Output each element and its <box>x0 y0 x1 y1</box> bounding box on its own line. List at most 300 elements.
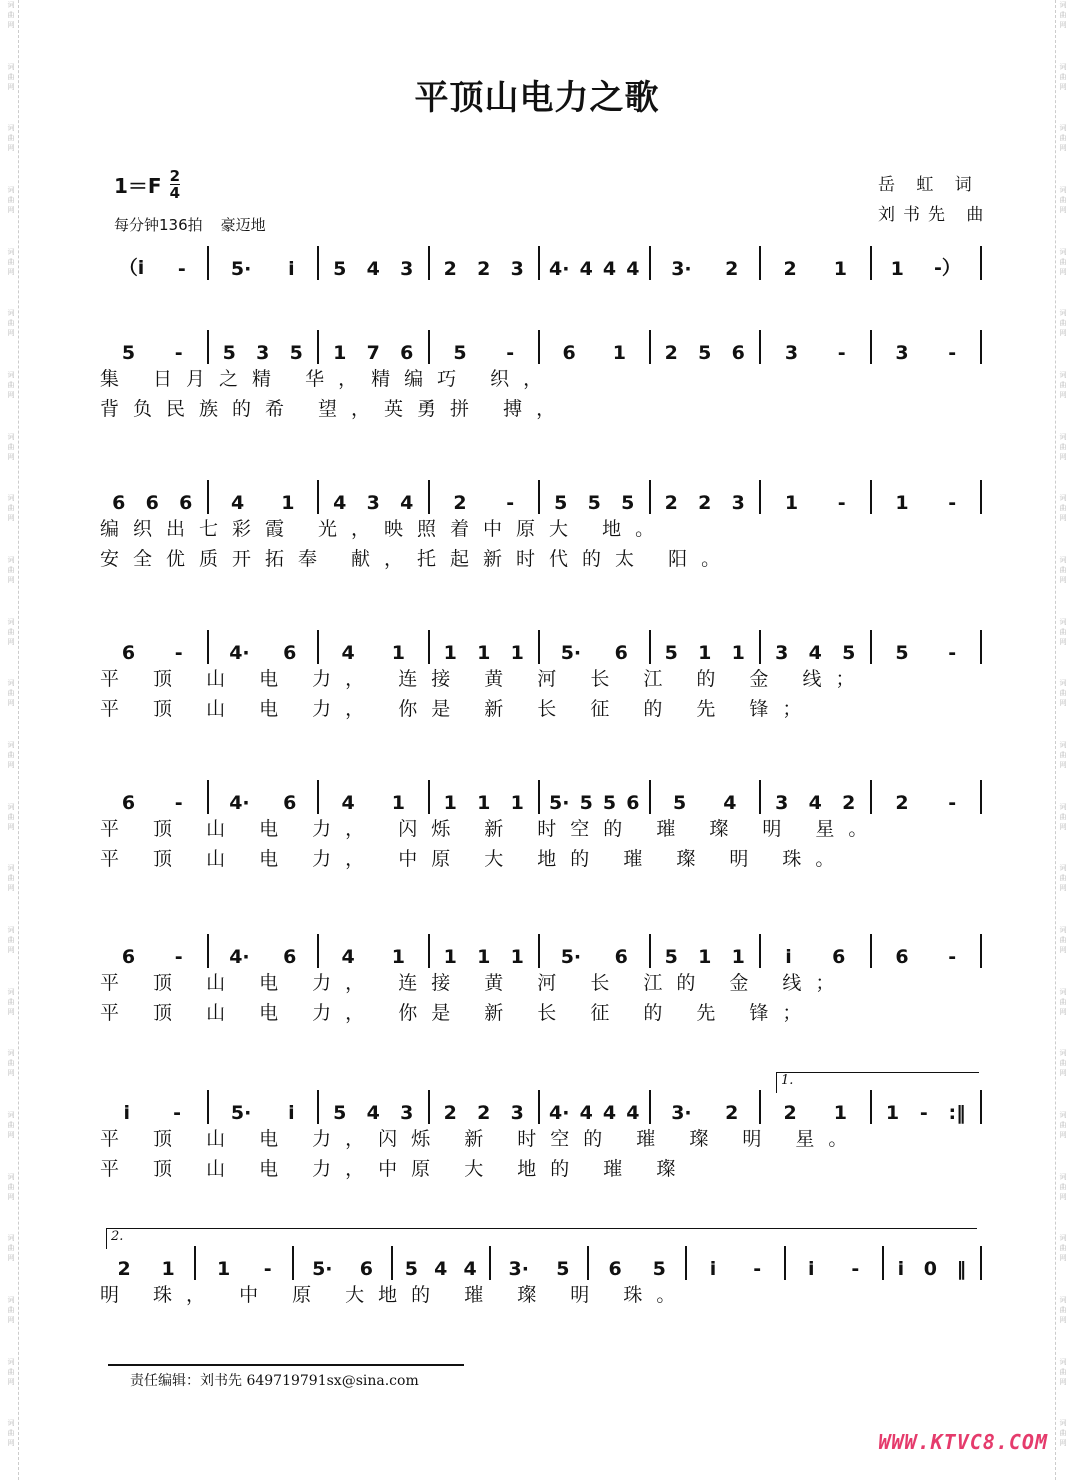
note: 4· <box>229 946 250 968</box>
measure <box>209 246 320 280</box>
note-line <box>98 934 982 968</box>
score-row <box>98 330 982 424</box>
side-mark-char: 曲 <box>7 1121 15 1130</box>
note: - <box>753 1258 762 1280</box>
measure <box>761 330 872 364</box>
side-mark-char: 网 <box>1059 1007 1067 1016</box>
note: i <box>288 258 295 280</box>
measure <box>430 934 541 968</box>
side-mark-char: 网 <box>1059 1254 1067 1263</box>
side-mark-char: 网 <box>7 267 15 276</box>
lyric-line: 平 顶 山 电 力， 你是 新 长 征 的 先 锋； <box>100 698 816 720</box>
note: - <box>919 1102 928 1124</box>
side-mark-char: 网 <box>1059 1377 1067 1386</box>
measure <box>196 1246 294 1280</box>
side-mark-char: 曲 <box>7 812 15 821</box>
side-mark-char: 曲 <box>7 504 15 513</box>
note: 2 <box>698 492 712 514</box>
note: 1 <box>477 792 491 814</box>
measure <box>430 330 541 364</box>
score-row <box>98 1090 982 1184</box>
measure <box>651 630 762 664</box>
side-mark-char: 网 <box>7 452 15 461</box>
note-line <box>98 330 982 364</box>
lyric-line: 集 日月之精 华，精编巧 织， <box>100 368 557 390</box>
note: - <box>948 642 957 664</box>
measure <box>872 480 983 514</box>
side-mark-char: 网 <box>7 761 15 770</box>
note: 3 <box>895 342 909 364</box>
note: -） <box>934 257 961 279</box>
tempo-bpm: 每分钟136拍 <box>114 216 203 234</box>
side-mark-char: 词 <box>1059 1 1067 9</box>
note: 5 <box>333 1102 347 1124</box>
note: - <box>177 258 186 280</box>
note: 6 <box>283 946 297 968</box>
note: i <box>709 1258 717 1280</box>
side-mark-char: 曲 <box>7 1244 15 1253</box>
note: i <box>123 1102 131 1124</box>
note: 6 <box>614 642 628 664</box>
side-mark-char: 网 <box>7 21 15 29</box>
note: - <box>174 342 183 364</box>
side-mark-char: 词 <box>1059 186 1067 195</box>
key-label: 1＝F <box>114 174 162 198</box>
measure <box>294 1246 392 1280</box>
note: 1 <box>333 342 347 364</box>
note: 6 <box>608 1258 622 1280</box>
side-mark-char: 词 <box>7 309 15 318</box>
note: 3 <box>510 1102 524 1124</box>
note-line <box>98 1246 982 1280</box>
measure <box>761 480 872 514</box>
side-mark-char: 词 <box>7 1049 15 1058</box>
note: 5· <box>230 258 252 280</box>
note: 6 <box>179 492 193 514</box>
score-row <box>98 1246 982 1310</box>
note: 1 <box>510 946 524 968</box>
note: 6 <box>562 342 576 364</box>
side-mark-char: 网 <box>7 699 15 708</box>
note: - <box>948 342 957 364</box>
note: 3· <box>671 1102 692 1124</box>
note: 1 <box>510 792 524 814</box>
side-mark-char: 曲 <box>1059 689 1067 698</box>
side-mark-char: 网 <box>7 82 15 91</box>
note: 4 <box>626 258 640 280</box>
measure <box>98 330 209 364</box>
side-mark-char: 曲 <box>7 1306 15 1315</box>
note: 1 <box>885 1102 900 1124</box>
note: - <box>506 492 515 514</box>
note: 4· <box>549 258 570 280</box>
measure <box>687 1246 785 1280</box>
side-mark-char: 网 <box>7 206 15 215</box>
note: 5 <box>673 792 687 814</box>
note: - <box>948 946 957 968</box>
side-mark-char: 词 <box>1059 617 1067 626</box>
lyric-line: 明 珠， 中 原 大地的 璀 璨 明 珠。 <box>100 1284 690 1306</box>
measure <box>319 780 430 814</box>
side-mark-char: 网 <box>1059 946 1067 955</box>
note: 1 <box>477 946 491 968</box>
measure <box>540 630 651 664</box>
note: 3· <box>671 258 692 280</box>
note: 1 <box>698 642 712 664</box>
side-mark-char: 词 <box>7 1111 15 1120</box>
lyric-line: 背负民族的希 望，英勇拼 搏， <box>100 398 570 420</box>
note: 4 <box>723 792 737 814</box>
measure <box>430 246 541 280</box>
note: 1 <box>161 1258 175 1280</box>
note: 4 <box>366 258 380 280</box>
left-watermark-strip <box>4 0 19 1480</box>
measure <box>98 480 209 514</box>
side-mark-char: 词 <box>1059 1296 1067 1305</box>
side-mark-char: 网 <box>7 144 15 153</box>
note: - <box>506 342 515 364</box>
composer-credit: 刘书先 曲 <box>878 205 992 225</box>
note: 4· <box>229 792 250 814</box>
side-mark-char: 曲 <box>7 134 15 143</box>
note-line <box>98 630 982 664</box>
note: 0 <box>923 1258 937 1280</box>
note: 5 <box>602 792 617 814</box>
side-mark-char: 曲 <box>7 1059 15 1068</box>
side-mark-char: 网 <box>7 1377 15 1386</box>
side-mark-char: 曲 <box>1059 257 1067 266</box>
note: 6 <box>614 946 628 968</box>
note: 5 <box>664 642 678 664</box>
side-mark-char: 曲 <box>7 689 15 698</box>
side-mark-char: 网 <box>7 822 15 831</box>
note: - <box>837 492 846 514</box>
note: :‖ <box>948 1102 966 1124</box>
note: 2 <box>477 1102 491 1124</box>
side-mark-char: 网 <box>7 1439 15 1448</box>
side-mark-char: 词 <box>1059 1049 1067 1058</box>
side-mark-char: 网 <box>7 1192 15 1201</box>
side-mark-char: 曲 <box>1059 319 1067 328</box>
score-row <box>98 480 982 574</box>
side-mark-char: 词 <box>7 62 15 71</box>
note: 3 <box>731 492 745 514</box>
note: 4 <box>808 642 822 664</box>
measure <box>209 480 320 514</box>
side-mark-char: 曲 <box>7 257 15 266</box>
measure <box>98 246 209 280</box>
side-mark-char: 网 <box>7 391 15 400</box>
side-mark-char: 词 <box>7 556 15 565</box>
volta-1: 1. <box>776 1072 979 1093</box>
note: 3· <box>508 1258 529 1280</box>
note: 6 <box>895 946 909 968</box>
note: 5· <box>560 642 582 664</box>
note: 5 <box>621 492 635 514</box>
side-mark-char: 网 <box>1059 822 1067 831</box>
side-mark-char: 网 <box>1059 576 1067 585</box>
note: 4 <box>579 1102 593 1124</box>
note-line <box>98 480 982 514</box>
note: 4 <box>602 1102 617 1124</box>
note: 5 <box>698 342 712 364</box>
note: 4 <box>366 1102 380 1124</box>
side-mark-char: 曲 <box>1059 1182 1067 1191</box>
side-mark-char: 词 <box>7 247 15 256</box>
note: 4 <box>341 792 355 814</box>
site-watermark: WWW.KTVC8.COM <box>878 1430 1048 1454</box>
right-watermark-strip <box>1055 0 1070 1480</box>
side-mark-char: 词 <box>7 864 15 873</box>
side-mark-char: 词 <box>1059 556 1067 565</box>
lyric-line: 平 顶 山 电 力， 连接 黄 河 长 江的 金 线； <box>100 972 849 994</box>
note: 1 <box>391 792 405 814</box>
side-mark-char: 词 <box>7 617 15 626</box>
lyric-line: 平 顶 山 电 力， 中原 大 地的 璀 璨 明 珠。 <box>100 848 849 870</box>
lyric-line: 平 顶 山 电 力， 你是 新 长 征 的 先 锋； <box>100 1002 816 1024</box>
side-mark-char: 词 <box>1059 1419 1067 1428</box>
side-mark-char: 曲 <box>1059 11 1067 19</box>
side-mark-char: 曲 <box>7 566 15 575</box>
side-mark-char: 曲 <box>7 751 15 760</box>
note: 3 <box>256 342 270 364</box>
editor-footer: 责任编辑：刘书先 649719791sx@sina.com <box>130 1373 419 1389</box>
measure <box>319 246 430 280</box>
side-mark-char: 曲 <box>7 997 15 1006</box>
note: 2 <box>725 1102 739 1124</box>
measure <box>761 1090 872 1124</box>
side-mark-char: 曲 <box>7 1182 15 1191</box>
note: 1 <box>477 642 491 664</box>
measure <box>884 1246 982 1280</box>
side-mark-char: 网 <box>7 329 15 338</box>
side-mark-char: 词 <box>7 1357 15 1366</box>
note: 7 <box>366 342 380 364</box>
measure <box>651 480 762 514</box>
side-mark-char: 词 <box>7 1296 15 1305</box>
note: 1 <box>784 492 799 514</box>
measure <box>651 330 762 364</box>
measure <box>98 1246 196 1280</box>
note: - <box>174 642 183 664</box>
side-mark-char: 词 <box>7 1172 15 1181</box>
note: 6 <box>832 946 846 968</box>
measure <box>319 1090 430 1124</box>
footer-rule <box>108 1364 464 1366</box>
note: 1 <box>281 492 295 514</box>
side-mark-char: 网 <box>7 1131 15 1140</box>
side-mark-char: 网 <box>1059 1316 1067 1325</box>
note: 3 <box>510 258 524 280</box>
note: 4 <box>341 946 355 968</box>
note-line <box>98 780 982 814</box>
note: 1 <box>890 258 904 280</box>
note: 4 <box>463 1258 477 1280</box>
measure <box>540 934 651 968</box>
note: 5 <box>895 642 909 664</box>
tempo-marking <box>114 214 266 235</box>
measure <box>430 1090 541 1124</box>
note: 6 <box>400 342 414 364</box>
side-mark-char: 曲 <box>7 936 15 945</box>
measure <box>761 630 872 664</box>
side-mark-char: 词 <box>7 432 15 441</box>
measure <box>209 1090 320 1124</box>
measure <box>651 1090 762 1124</box>
note: 6 <box>359 1258 374 1280</box>
note: 4· <box>549 1102 570 1124</box>
note: 5 <box>554 492 568 514</box>
note: i <box>897 1258 905 1280</box>
side-mark-char: 网 <box>1059 144 1067 153</box>
note: 5 <box>664 946 678 968</box>
side-mark-char: 网 <box>7 1007 15 1016</box>
side-mark-char: 曲 <box>1059 1429 1067 1438</box>
measure <box>872 330 983 364</box>
note: 6 <box>121 642 136 664</box>
measure <box>491 1246 589 1280</box>
side-mark-char: 网 <box>1059 637 1067 646</box>
note: 6 <box>731 342 745 364</box>
note: 5 <box>289 342 303 364</box>
note: 3 <box>775 792 789 814</box>
side-mark-char: 词 <box>1059 1357 1067 1366</box>
side-mark-char: 网 <box>7 1069 15 1078</box>
side-mark-char: 词 <box>7 741 15 750</box>
side-mark-char: 词 <box>1059 62 1067 71</box>
note: 5· <box>549 792 570 814</box>
note: 6 <box>283 792 297 814</box>
note: - <box>851 1258 860 1280</box>
note-line <box>98 246 982 280</box>
side-mark-char: 网 <box>1059 452 1067 461</box>
note: 6 <box>121 946 136 968</box>
side-mark-char: 曲 <box>1059 936 1067 945</box>
side-mark-char: 曲 <box>1059 134 1067 143</box>
score-row <box>98 780 982 874</box>
side-mark-char: 词 <box>7 1 15 9</box>
side-mark-char: 曲 <box>1059 751 1067 760</box>
measure <box>98 630 209 664</box>
measure <box>872 246 983 280</box>
note: 5 <box>404 1258 418 1280</box>
note: ‖ <box>956 1258 967 1280</box>
note: 2 <box>477 258 491 280</box>
measure <box>872 780 983 814</box>
side-mark-char: 网 <box>1059 267 1067 276</box>
side-mark-char: 曲 <box>1059 72 1067 81</box>
note: 1 <box>731 642 745 664</box>
measure <box>540 780 651 814</box>
note: 5 <box>556 1258 570 1280</box>
measure <box>98 780 209 814</box>
side-mark-char: 曲 <box>1059 566 1067 575</box>
note: 5· <box>560 946 582 968</box>
note: 2 <box>117 1258 131 1280</box>
side-mark-char: 曲 <box>1059 504 1067 513</box>
note: 2 <box>443 1102 457 1124</box>
side-mark-char: 网 <box>1059 329 1067 338</box>
note: 5 <box>579 792 593 814</box>
side-mark-char: 词 <box>7 371 15 380</box>
note: - <box>173 1102 181 1124</box>
note: 3 <box>400 1102 414 1124</box>
note: - <box>174 792 183 814</box>
side-mark-char: 词 <box>1059 987 1067 996</box>
measure <box>319 934 430 968</box>
measure <box>872 934 983 968</box>
measure <box>319 480 430 514</box>
note: 1 <box>612 342 626 364</box>
lyric-line: 平 顶 山 电 力，闪烁 新 时空的 璀 璨 明 星。 <box>100 1128 862 1150</box>
note: 6 <box>121 792 136 814</box>
side-mark-char: 曲 <box>1059 627 1067 636</box>
time-denominator: 4 <box>169 184 181 202</box>
song-title: 平顶山电力之歌 <box>414 78 660 118</box>
side-mark-char: 曲 <box>1059 812 1067 821</box>
side-mark-char: 词 <box>1059 371 1067 380</box>
side-mark-char: 曲 <box>7 319 15 328</box>
note-line <box>98 1090 982 1124</box>
side-mark-char: 曲 <box>1059 196 1067 205</box>
side-mark-char: 曲 <box>1059 442 1067 451</box>
side-mark-char: 词 <box>1059 679 1067 688</box>
measure <box>651 780 762 814</box>
note: 2 <box>443 258 457 280</box>
side-mark-char: 词 <box>1059 432 1067 441</box>
side-mark-char: 词 <box>1059 309 1067 318</box>
measure <box>540 330 651 364</box>
side-mark-char: 词 <box>7 124 15 133</box>
side-mark-char: 词 <box>1059 864 1067 873</box>
note: 1 <box>443 642 457 664</box>
side-mark-char: 词 <box>7 679 15 688</box>
note: 4 <box>626 1102 640 1124</box>
measure <box>209 330 320 364</box>
measure <box>651 934 762 968</box>
note: 6 <box>626 792 640 814</box>
side-mark-char: 曲 <box>7 1429 15 1438</box>
note: 3 <box>775 642 789 664</box>
note: 1 <box>731 946 745 968</box>
note: 5 <box>121 342 136 364</box>
measure <box>209 780 320 814</box>
time-signature <box>170 168 180 201</box>
side-mark-char: 网 <box>1059 21 1067 29</box>
note: i <box>785 946 792 968</box>
score-row <box>98 630 982 724</box>
measure <box>761 246 872 280</box>
measure <box>430 780 541 814</box>
key-signature <box>114 168 180 201</box>
lyric-line: 平 顶 山 电 力，中原 大 地的 璀 璨 <box>100 1158 690 1180</box>
note: 4 <box>231 492 245 514</box>
note: 2 <box>895 792 909 814</box>
note: 5 <box>453 342 467 364</box>
note: 5 <box>587 492 601 514</box>
measure <box>872 630 983 664</box>
side-mark-char: 曲 <box>1059 1367 1067 1376</box>
note: - <box>948 792 957 814</box>
note: 1 <box>443 792 457 814</box>
score-row <box>98 934 982 1028</box>
side-mark-char: 词 <box>1059 926 1067 935</box>
lyric-line: 平 顶 山 电 力， 闪烁 新 时空的 璀 璨 明 星。 <box>100 818 882 840</box>
side-mark-char: 词 <box>1059 802 1067 811</box>
measure <box>319 630 430 664</box>
side-mark-char: 曲 <box>1059 381 1067 390</box>
note: 4 <box>341 642 355 664</box>
